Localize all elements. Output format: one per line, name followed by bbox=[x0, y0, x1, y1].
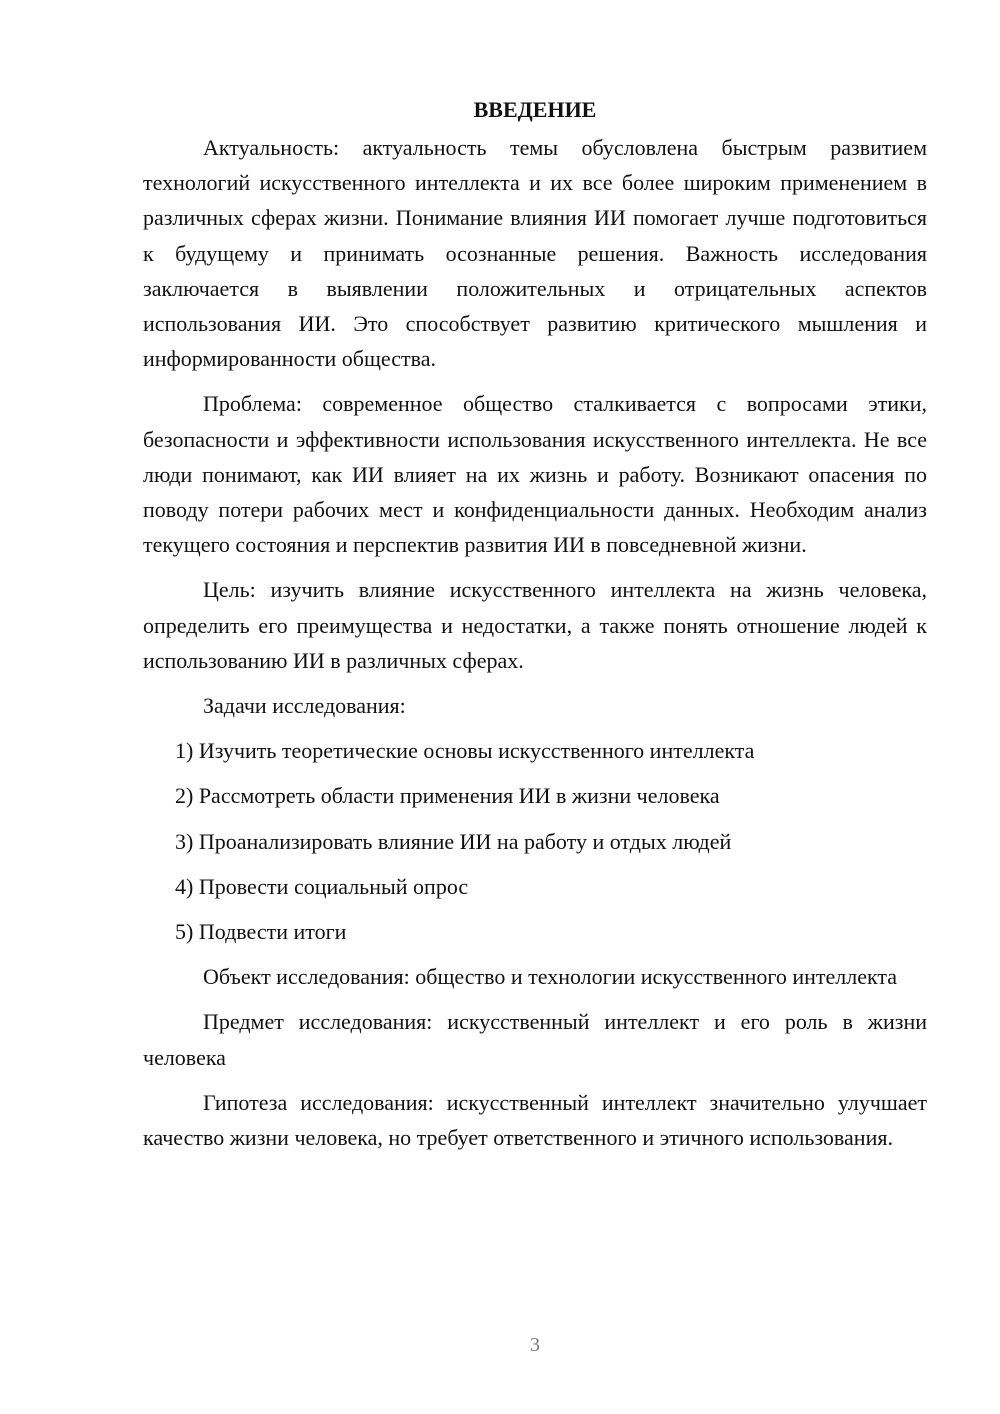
list-item: 1) Изучить теоретические основы искусственного интеллекта bbox=[175, 738, 755, 764]
document-title: ВВЕДЕНИЕ bbox=[473, 97, 597, 122]
problem-paragraph: Проблема: современное общество сталкивается с вопросами этики, безопасности и эффективности использования искусственного интеллекта. Не все люди понимают, как ИИ влияет на их жизнь и работу. Возникают опасения по поводу потери рабочих мест и конфиденциальности данных. Необходим анализ текущего состояния и перспектив развития ИИ в повседневной жизни. bbox=[143, 391, 927, 558]
hypothesis-paragraph: Гипотеза исследования: искусственный интеллект значительно улучшает качество жизни человека, но требует ответственного и этичного использования. bbox=[143, 1089, 927, 1151]
subject-paragraph: Предмет исследования: искусственный интеллект и его роль в жизни человека bbox=[143, 1009, 927, 1070]
goal-paragraph: Цель: изучить влияние искусственного интеллекта на жизнь человека, определить его преимущества и недостатки, а также понять отношение людей к использованию ИИ в различных сферах. bbox=[143, 577, 927, 673]
tasks-heading: Задачи исследования: bbox=[203, 693, 406, 719]
list-item: 5) Подвести итоги bbox=[175, 919, 347, 945]
list-item: 3) Проанализировать влияние ИИ на работу и отдых людей bbox=[175, 828, 732, 854]
object-paragraph: Объект исследования: общество и технологии искусственного интеллекта bbox=[203, 964, 898, 990]
tasks-list bbox=[143, 733, 927, 949]
page-number: 3 bbox=[530, 1334, 540, 1356]
list-item: 2) Рассмотреть области применения ИИ в жизни человека bbox=[175, 783, 720, 809]
relevance-paragraph: Актуальность: актуальность темы обусловлена быстрым развитием технологий искусственного интеллекта и их все более широким применением в различных сферах жизни. Понимание влияния ИИ помогает лучше подготовиться к будущему и принимать осознанные решения. Важность исследования заключается в выявлении положительных и отрицательных аспектов использования ИИ. Это способствует развитию критического мышления и информированности общества. bbox=[143, 135, 927, 372]
list-item: 4) Провести социальный опрос bbox=[175, 873, 469, 899]
document-page bbox=[143, 92, 927, 1155]
